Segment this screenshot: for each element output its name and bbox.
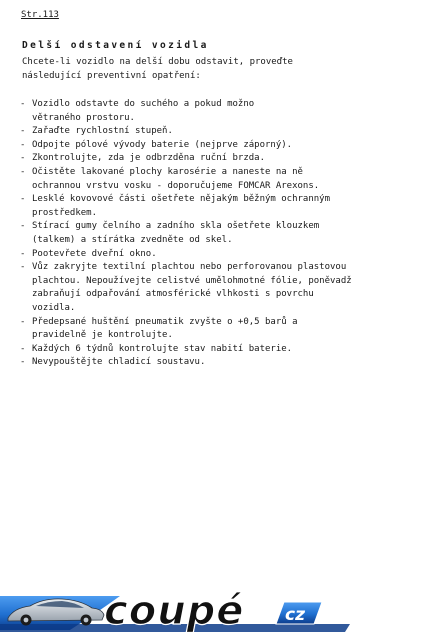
page-number: Str.113 [21, 10, 59, 20]
list-item-line: Vůz zakryjte textilní plachtou nebo perforovanou plastovou [32, 262, 347, 273]
list-bullet: - [20, 248, 26, 259]
list-bullet: - [20, 262, 26, 273]
list-item [20, 220, 405, 247]
list-item [20, 98, 405, 125]
list-item-line: prostředkem. [32, 207, 98, 218]
list-item [20, 248, 405, 262]
logo-suffix-badge [276, 602, 322, 625]
list-bullet: - [20, 221, 26, 232]
section-heading: Delší odstavení vozidla [22, 40, 209, 51]
list-item-line: zabraňují odpařování atmosférické vlhkosti s povrchu [32, 289, 314, 300]
footer-logo-banner [0, 578, 422, 640]
list-item-line: plachtou. Nepoužívejte celistvé umělohmotné fólie, poněvadž [32, 275, 352, 286]
list-item [20, 166, 405, 193]
list-item-line: (talkem) a stírátka zvedněte od skel. [32, 234, 233, 245]
logo-suffix-text: cz [285, 605, 305, 625]
list-item-line: Zkontrolujte, zda je odbrzděna ruční brzda. [32, 153, 265, 164]
list-item [20, 125, 405, 139]
intro-line: následující preventivní opatření: [22, 71, 201, 81]
list-item-line: ochrannou vrstvu vosku - doporučujeme FOMCAR Arexons. [32, 180, 320, 191]
list-bullet: - [20, 99, 26, 109]
list-item-line: Lesklé kovovové části ošetřete nějakým běžným ochranným [32, 194, 331, 205]
list-item-line: Vozidlo odstavte do suchého a pokud možno [32, 99, 255, 109]
list-item [20, 316, 405, 343]
list-item-line: Odpojte pólové vývody baterie (nejprve záporný). [32, 139, 293, 150]
coupe-logo [0, 578, 422, 640]
list-bullet: - [20, 166, 26, 177]
list-item-line: Zařaďte rychlostní stupeň. [32, 126, 173, 137]
list-item-line: vozidla. [32, 302, 76, 313]
list-bullet: - [20, 357, 26, 368]
list-item [20, 261, 405, 315]
list-item-line: Předepsané huštění pneumatik zvyšte o +0,5 barů a [32, 316, 298, 327]
list-item-line: Nevypouštějte chladicí soustavu. [32, 357, 206, 368]
list-item-line: Každých 6 týdnů kontrolujte stav nabití baterie. [32, 343, 293, 354]
list-item [20, 343, 405, 357]
list-bullet: - [20, 343, 26, 354]
logo-text: coupé [104, 588, 245, 634]
list-item-line: Stírací gumy čelního a zadního skla ošetřete klouzkem [32, 221, 320, 232]
list-bullet: - [20, 194, 26, 205]
list-bullet: - [20, 153, 26, 164]
list-bullet: - [20, 139, 26, 150]
list-item [20, 139, 405, 153]
list-item-line: Pootevřete dveřní okno. [32, 248, 157, 259]
list-item-line: větraného prostoru. [32, 112, 135, 123]
list-item-line: pravidelně je kontrolujte. [32, 330, 173, 341]
intro-line: Chcete-li vozidlo na delší dobu odstavit, proveďte [22, 57, 293, 67]
list-item [20, 356, 405, 370]
list-item-line: Očistěte lakované plochy karosérie a naneste na ně [32, 166, 303, 177]
list-bullet: - [20, 316, 26, 327]
list-item [20, 152, 405, 166]
list-bullet: - [20, 126, 26, 137]
precaution-list [20, 98, 405, 370]
intro-paragraph [22, 55, 402, 83]
list-item [20, 193, 405, 220]
